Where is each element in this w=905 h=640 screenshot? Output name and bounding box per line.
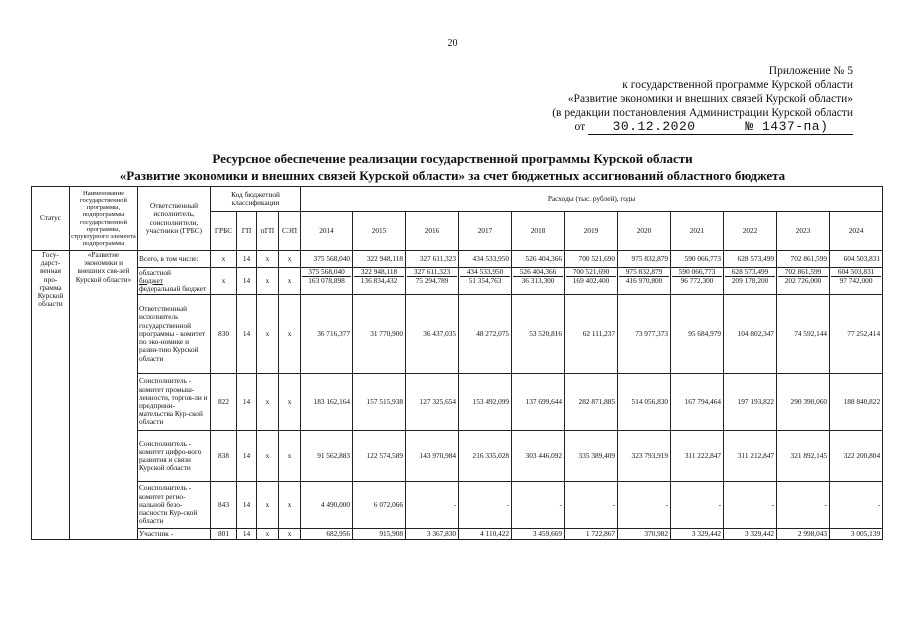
grbs-cell: 801 <box>211 529 237 540</box>
executor-cell: Всего, в том числе: <box>138 251 211 268</box>
executor-budget-label: бюджет <box>139 275 163 285</box>
value-cell: 127 325,654 <box>406 374 459 431</box>
table-row <box>32 251 883 268</box>
value-cell: 375 568,040 <box>301 251 353 268</box>
value-cell: 53 520,816 <box>512 295 565 374</box>
value-cell: - <box>618 482 671 529</box>
federal-value: 163 078,898 <box>308 276 345 286</box>
appendix-date-line <box>493 120 853 135</box>
value-cell: 3 329,442 <box>724 529 777 540</box>
value-cell: 36 716,377 <box>301 295 353 374</box>
grbs-cell: х <box>211 268 237 295</box>
value-cell: - <box>777 482 830 529</box>
federal-value: 169 402,400 <box>572 276 610 286</box>
gp-cell: 14 <box>237 295 257 374</box>
value-cell: 3 367,830 <box>406 529 459 540</box>
value-cell: 3 329,442 <box>671 529 724 540</box>
value-cell: 167 794,464 <box>671 374 724 431</box>
document-title <box>0 150 905 184</box>
value-cell: 62 111,237 <box>565 295 618 374</box>
title-line-1: Ресурсное обеспечение реализации государственной программы Курской области <box>212 151 693 166</box>
value-cell: 36 437,035 <box>406 295 459 374</box>
header-name: Наименование государственной программы, подпрограммы государственной программы, структурного элемента подпрограммы <box>70 187 138 251</box>
date-value: 30.12.2020 № 1437-па) <box>588 120 853 135</box>
gp-cell: 14 <box>237 529 257 540</box>
regional-value: 434 533,950 <box>460 268 510 277</box>
value-cell <box>671 268 724 295</box>
federal-value: 96 772,300 <box>680 276 714 286</box>
federal-value: 416 970,800 <box>625 276 663 286</box>
table-row <box>32 529 883 540</box>
value-cell: - <box>671 482 724 529</box>
value-cell: 31 770,900 <box>353 295 406 374</box>
sep-cell: х <box>279 431 301 482</box>
header-year: 2020 <box>618 212 671 251</box>
gp-cell: 14 <box>237 251 257 268</box>
value-cell: 2 998,043 <box>777 529 830 540</box>
program-name-cell: «Развитие экономики и внешних свя-зей Курской области» <box>70 251 138 540</box>
grbs-cell: 843 <box>211 482 237 529</box>
value-cell: 290 390,060 <box>777 374 830 431</box>
gp-cell: 14 <box>237 268 257 295</box>
pgp-cell: х <box>257 295 279 374</box>
sep-cell: х <box>279 482 301 529</box>
value-cell: 197 193,822 <box>724 374 777 431</box>
executor-cell: Соисполнитель - комитет цифро-вого развития и связи Курской области <box>138 431 211 482</box>
regional-value: 604 503,831 <box>831 268 881 277</box>
header-year: 2016 <box>406 212 459 251</box>
value-cell: - <box>459 482 512 529</box>
appendix-line-2: к государственной программе Курской области <box>622 79 853 91</box>
header-year: 2021 <box>671 212 724 251</box>
value-cell <box>565 268 618 295</box>
value-cell: - <box>724 482 777 529</box>
gp-cell: 14 <box>237 431 257 482</box>
table-row <box>32 374 883 431</box>
federal-value: 202 726,000 <box>784 276 822 286</box>
value-cell: 915,908 <box>353 529 406 540</box>
regional-value: 526 404,366 <box>513 268 563 277</box>
header-year: 2018 <box>512 212 565 251</box>
header-sep: СЭП <box>279 212 301 251</box>
value-cell: 282 871,885 <box>565 374 618 431</box>
executor-cell: Участник - <box>138 529 211 540</box>
sep-cell: х <box>279 251 301 268</box>
value-cell <box>777 268 830 295</box>
header-gp: ГП <box>237 212 257 251</box>
value-cell: 590 066,773 <box>671 251 724 268</box>
value-cell: - <box>830 482 883 529</box>
value-cell <box>618 268 671 295</box>
value-cell: 335 389,409 <box>565 431 618 482</box>
value-cell: - <box>406 482 459 529</box>
federal-value: 97 742,000 <box>839 276 873 286</box>
executor-regional-label: областной <box>139 267 171 277</box>
gp-cell: 14 <box>237 482 257 529</box>
value-cell: 370,982 <box>618 529 671 540</box>
value-cell: 322 200,804 <box>830 431 883 482</box>
regional-value: 322 948,118 <box>354 268 404 277</box>
sep-cell: х <box>279 268 301 295</box>
value-cell: 188 840,822 <box>830 374 883 431</box>
value-cell: 303 446,092 <box>512 431 565 482</box>
header-grbs: ГРБС <box>211 212 237 251</box>
value-cell: 91 562,883 <box>301 431 353 482</box>
regional-value: 975 832,879 <box>619 268 669 277</box>
value-cell <box>353 268 406 295</box>
appendix-line-4: (в редакции постановления Администрации Курской области <box>552 107 853 119</box>
header-year: 2022 <box>724 212 777 251</box>
table-row <box>32 482 883 529</box>
header-year: 2023 <box>777 212 830 251</box>
value-cell: 4 110,422 <box>459 529 512 540</box>
date-prefix: от <box>574 121 586 133</box>
value-cell: 183 162,164 <box>301 374 353 431</box>
value-cell: 700 521,690 <box>565 251 618 268</box>
header-executor: Ответственный исполнитель, соисполнители, участники (ГРБС) <box>138 187 211 251</box>
federal-value: 136 834,432 <box>360 276 398 286</box>
regional-value: 327 611,323 <box>407 268 457 277</box>
value-cell: 95 684,979 <box>671 295 724 374</box>
value-cell <box>724 268 777 295</box>
header-year: 2017 <box>459 212 512 251</box>
value-cell: 6 072,066 <box>353 482 406 529</box>
value-cell: 122 574,589 <box>353 431 406 482</box>
value-cell: - <box>512 482 565 529</box>
table-row <box>32 295 883 374</box>
gp-cell: 14 <box>237 374 257 431</box>
pgp-cell: х <box>257 251 279 268</box>
executor-cell: Ответственный исполнитель государственной программы - комитет по эко-номике и разви-тию Курской области <box>138 295 211 374</box>
grbs-cell: 830 <box>211 295 237 374</box>
value-cell: 311 222,847 <box>671 431 724 482</box>
value-cell: 321 892,145 <box>777 431 830 482</box>
header-year: 2014 <box>301 212 353 251</box>
value-cell: 137 699,644 <box>512 374 565 431</box>
value-cell: 48 272,075 <box>459 295 512 374</box>
value-cell: 526 404,366 <box>512 251 565 268</box>
value-cell: - <box>565 482 618 529</box>
regional-value: 375 568,040 <box>302 268 351 277</box>
grbs-cell: 838 <box>211 431 237 482</box>
value-cell: 3 459,669 <box>512 529 565 540</box>
appendix-block <box>493 64 853 135</box>
header-budget-code: Код бюджетной классификации <box>211 187 301 212</box>
executor-cell: Соисполнитель - комитет регио-нальной безо-пасности Кур-ской области <box>138 482 211 529</box>
value-cell: 73 977,373 <box>618 295 671 374</box>
value-cell: 628 573,499 <box>724 251 777 268</box>
federal-value: 209 178,200 <box>731 276 769 286</box>
value-cell: 157 515,938 <box>353 374 406 431</box>
value-cell: 682,956 <box>301 529 353 540</box>
appendix-line-3: «Развитие экономики и внешних связей Курской области» <box>567 93 853 105</box>
federal-value: 51 354,763 <box>468 276 502 286</box>
regional-value: 702 861,599 <box>778 268 828 277</box>
header-year: 2015 <box>353 212 406 251</box>
value-cell <box>406 268 459 295</box>
executor-federal-label: федеральный бюджет <box>139 284 207 294</box>
value-cell: 327 611,323 <box>406 251 459 268</box>
regional-value: 700 521,690 <box>566 268 616 277</box>
page-number: 20 <box>447 38 458 49</box>
title-line-2: «Развитие экономики и внешних связей Курской области» за счет бюджетных ассигнований областного бюджета <box>119 168 786 183</box>
value-cell: 434 533,950 <box>459 251 512 268</box>
sep-cell: х <box>279 374 301 431</box>
sep-cell: х <box>279 529 301 540</box>
resource-table <box>31 186 883 540</box>
value-cell: 3 005,139 <box>830 529 883 540</box>
value-cell: 323 793,919 <box>618 431 671 482</box>
regional-value: 628 573,499 <box>725 268 775 277</box>
pgp-cell: х <box>257 431 279 482</box>
value-cell: 975 832,879 <box>618 251 671 268</box>
header-year: 2019 <box>565 212 618 251</box>
header-status: Статус <box>32 187 70 251</box>
value-cell: 216 335,028 <box>459 431 512 482</box>
value-cell: 702 861,599 <box>777 251 830 268</box>
status-cell: Госу-дарст-венная про-грамма Курской области <box>32 251 70 540</box>
pgp-cell: х <box>257 268 279 295</box>
value-cell: 322 948,118 <box>353 251 406 268</box>
value-cell <box>301 268 353 295</box>
value-cell: 1 722,867 <box>565 529 618 540</box>
value-cell <box>459 268 512 295</box>
pgp-cell: х <box>257 529 279 540</box>
header-year: 2024 <box>830 212 883 251</box>
table-row <box>32 431 883 482</box>
header-expenses: Расходы (тыс. рублей), годы <box>301 187 883 212</box>
value-cell: 514 056,830 <box>618 374 671 431</box>
sep-cell: х <box>279 295 301 374</box>
value-cell <box>830 268 883 295</box>
value-cell: 4 490,000 <box>301 482 353 529</box>
grbs-cell: 822 <box>211 374 237 431</box>
value-cell: 604 503,831 <box>830 251 883 268</box>
federal-value: 75 294,789 <box>415 276 449 286</box>
executor-cell <box>138 268 211 295</box>
header-pgp: пГП <box>257 212 279 251</box>
value-cell: 74 592,144 <box>777 295 830 374</box>
pgp-cell: х <box>257 482 279 529</box>
value-cell: 77 252,414 <box>830 295 883 374</box>
federal-value: 36 313,300 <box>521 276 555 286</box>
value-cell: 104 802,347 <box>724 295 777 374</box>
value-cell: 153 492,099 <box>459 374 512 431</box>
grbs-cell: х <box>211 251 237 268</box>
regional-value: 590 066,773 <box>672 268 722 277</box>
table-row <box>32 268 883 295</box>
value-cell: 311 212,847 <box>724 431 777 482</box>
appendix-line-1: Приложение № 5 <box>768 65 853 77</box>
value-cell: 143 970,984 <box>406 431 459 482</box>
pgp-cell: х <box>257 374 279 431</box>
value-cell <box>512 268 565 295</box>
executor-cell: Соисполнитель - комитет промыш-ленности, торгов-ли и предприни-мательства Кур-ской области <box>138 374 211 431</box>
